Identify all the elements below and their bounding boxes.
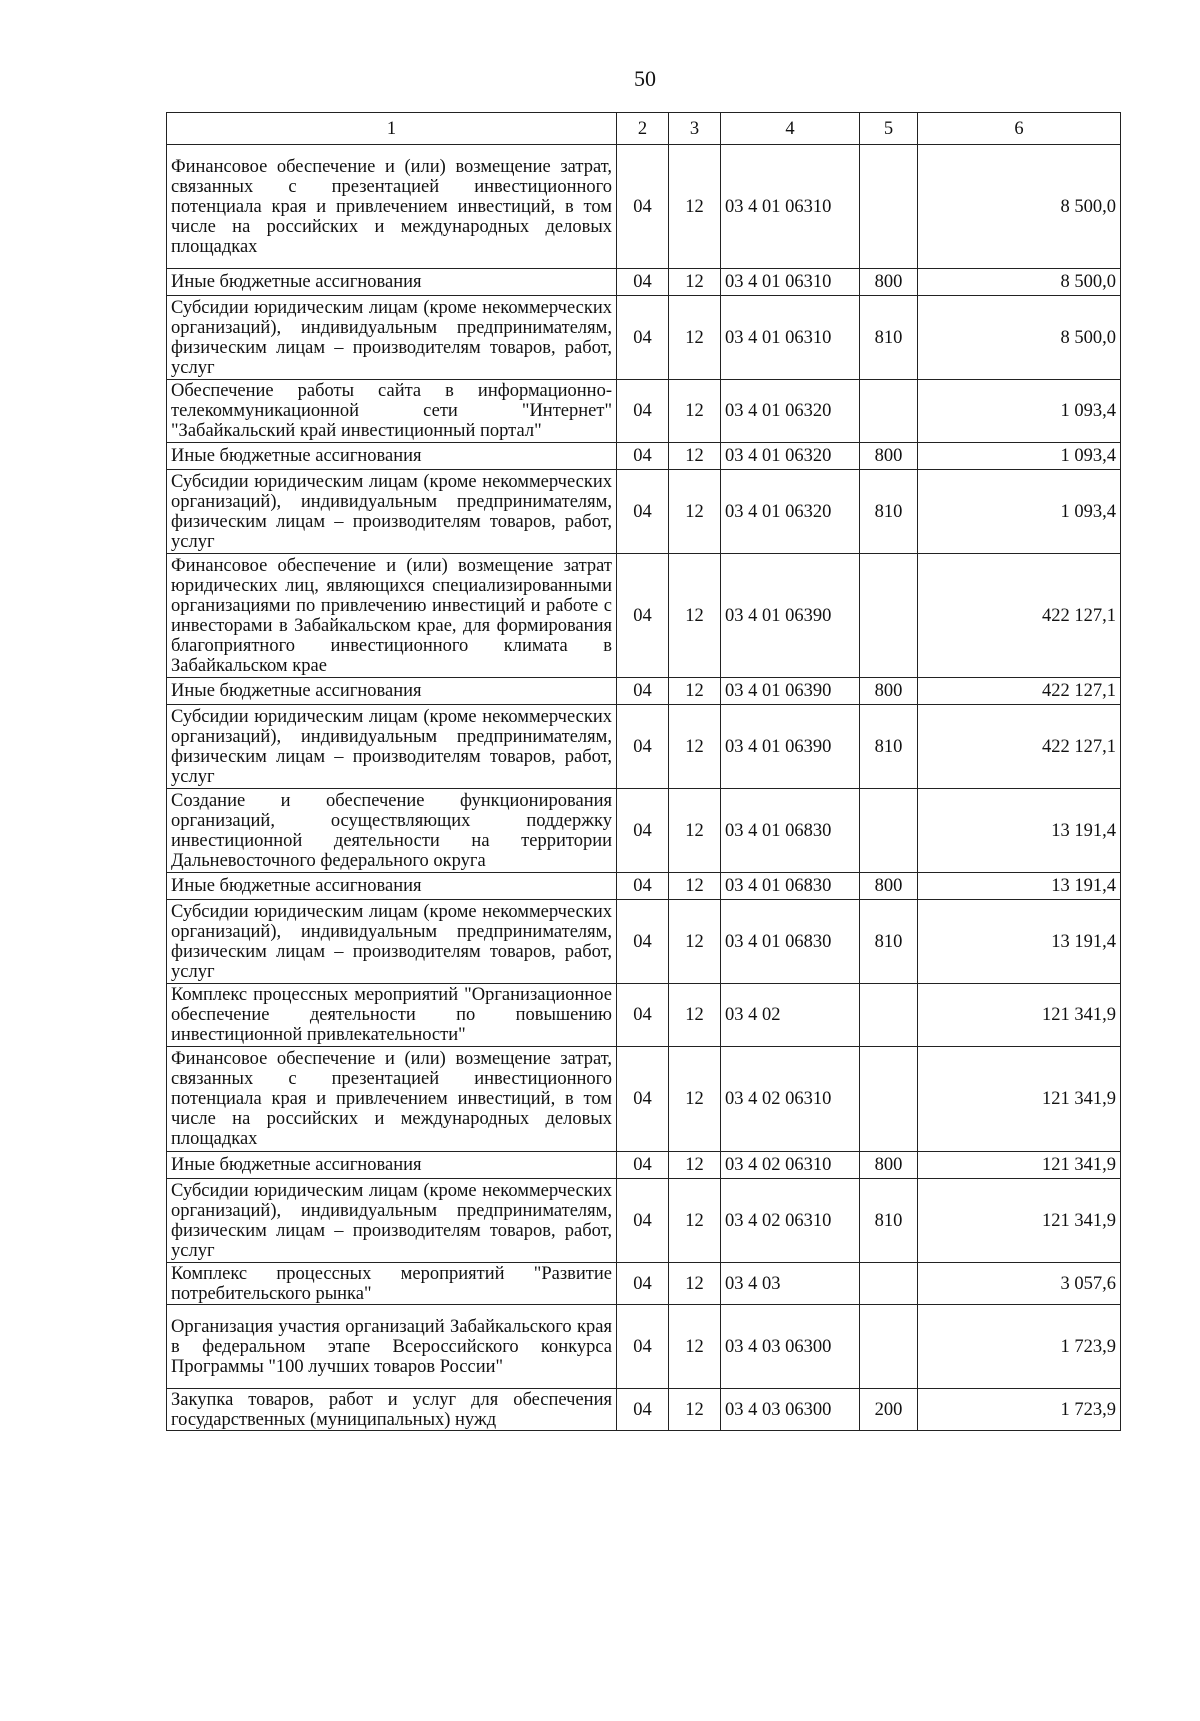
row-c2-cell: 04 [617, 470, 669, 554]
row-c4-cell: 03 4 02 06310 [721, 1179, 860, 1263]
table-row [167, 900, 1121, 984]
row-c5-cell: 800 [860, 678, 918, 705]
row-name-cell: Финансовое обеспечение и (или) возмещение затрат юридических лиц, являющихся специализированными организациями по привлечению инвестиций и работе с инвесторами в Забайкальском крае, для формирования благоприятного инвестиционного климата в Забайкальском крае [167, 554, 617, 678]
row-c5-cell: 800 [860, 873, 918, 900]
row-c2-cell: 04 [617, 1389, 669, 1431]
row-c5-cell: 810 [860, 296, 918, 380]
row-name-cell: Субсидии юридическим лицам (кроме некоммерческих организаций), индивидуальным предпринимателям, физическим лицам – производителям товаров, работ, услуг [167, 1179, 617, 1263]
row-c5-cell [860, 984, 918, 1047]
row-c6-cell: 13 191,4 [918, 789, 1121, 873]
row-c6-cell: 121 341,9 [918, 984, 1121, 1047]
row-c6-cell: 1 093,4 [918, 380, 1121, 443]
row-c3-cell: 12 [669, 789, 721, 873]
row-c2-cell: 04 [617, 269, 669, 296]
page-number: 50 [634, 66, 656, 91]
row-name-cell: Закупка товаров, работ и услуг для обеспечения государственных (муниципальных) нужд [167, 1389, 617, 1431]
row-c2-cell: 04 [617, 900, 669, 984]
column-header: 5 [860, 113, 918, 145]
table-row [167, 1047, 1121, 1152]
row-c6-cell: 8 500,0 [918, 145, 1121, 269]
table-header-row [167, 113, 1121, 145]
row-name-cell: Субсидии юридическим лицам (кроме некоммерческих организаций), индивидуальным предпринимателям, физическим лицам – производителям товаров, работ, услуг [167, 296, 617, 380]
row-c5-cell [860, 1047, 918, 1152]
row-c4-cell: 03 4 02 [721, 984, 860, 1047]
row-c5-cell: 200 [860, 1389, 918, 1431]
row-c4-cell: 03 4 01 06390 [721, 705, 860, 789]
row-c6-cell: 1 093,4 [918, 443, 1121, 470]
row-c3-cell: 12 [669, 269, 721, 296]
row-c3-cell: 12 [669, 705, 721, 789]
table-row [167, 1152, 1121, 1179]
row-c2-cell: 04 [617, 380, 669, 443]
row-c2-cell: 04 [617, 443, 669, 470]
row-c5-cell [860, 380, 918, 443]
row-c4-cell: 03 4 01 06390 [721, 678, 860, 705]
row-c4-cell: 03 4 01 06320 [721, 380, 860, 443]
row-name-cell: Обеспечение работы сайта в информационно-телекоммуникационной сети "Интернет" "Забайкальский край инвестиционный портал" [167, 380, 617, 443]
row-c3-cell: 12 [669, 873, 721, 900]
row-name-cell: Финансовое обеспечение и (или) возмещение затрат, связанных с презентацией инвестиционного потенциала края и привлечением инвестиций, в том числе на российских и международных деловых площадках [167, 1047, 617, 1152]
row-c3-cell: 12 [669, 380, 721, 443]
row-name-cell: Субсидии юридическим лицам (кроме некоммерческих организаций), индивидуальным предпринимателям, физическим лицам – производителям товаров, работ, услуг [167, 705, 617, 789]
column-header: 2 [617, 113, 669, 145]
row-c3-cell: 12 [669, 1305, 721, 1389]
row-c4-cell: 03 4 01 06390 [721, 554, 860, 678]
row-c4-cell: 03 4 02 06310 [721, 1152, 860, 1179]
row-name-cell: Иные бюджетные ассигнования [167, 873, 617, 900]
row-c4-cell: 03 4 03 [721, 1263, 860, 1305]
table-row [167, 145, 1121, 269]
row-c3-cell: 12 [669, 554, 721, 678]
row-c6-cell: 1 723,9 [918, 1389, 1121, 1431]
row-c5-cell [860, 554, 918, 678]
row-c5-cell: 810 [860, 470, 918, 554]
row-name-cell: Комплекс процессных мероприятий "Организационное обеспечение деятельности по повышению инвестиционной привлекательности" [167, 984, 617, 1047]
row-c2-cell: 04 [617, 1152, 669, 1179]
row-c3-cell: 12 [669, 1152, 721, 1179]
row-c2-cell: 04 [617, 984, 669, 1047]
row-c6-cell: 121 341,9 [918, 1152, 1121, 1179]
row-c3-cell: 12 [669, 443, 721, 470]
row-c6-cell: 121 341,9 [918, 1179, 1121, 1263]
row-c4-cell: 03 4 01 06320 [721, 470, 860, 554]
table-row [167, 1305, 1121, 1389]
row-c5-cell: 800 [860, 269, 918, 296]
row-c5-cell [860, 1305, 918, 1389]
row-c3-cell: 12 [669, 1389, 721, 1431]
row-c3-cell: 12 [669, 1179, 721, 1263]
row-name-cell: Иные бюджетные ассигнования [167, 1152, 617, 1179]
column-header: 6 [918, 113, 1121, 145]
row-c3-cell: 12 [669, 470, 721, 554]
row-c5-cell: 810 [860, 1179, 918, 1263]
table-row [167, 380, 1121, 443]
row-c3-cell: 12 [669, 678, 721, 705]
row-c2-cell: 04 [617, 789, 669, 873]
row-c4-cell: 03 4 01 06310 [721, 269, 860, 296]
table-row [167, 705, 1121, 789]
row-c5-cell [860, 789, 918, 873]
row-c3-cell: 12 [669, 1047, 721, 1152]
row-c2-cell: 04 [617, 1263, 669, 1305]
row-c4-cell: 03 4 03 06300 [721, 1305, 860, 1389]
row-c5-cell: 810 [860, 705, 918, 789]
row-c4-cell: 03 4 01 06320 [721, 443, 860, 470]
row-c3-cell: 12 [669, 984, 721, 1047]
row-c6-cell: 1 093,4 [918, 470, 1121, 554]
row-name-cell: Комплекс процессных мероприятий "Развитие потребительского рынка" [167, 1263, 617, 1305]
row-c5-cell [860, 145, 918, 269]
row-name-cell: Субсидии юридическим лицам (кроме некоммерческих организаций), индивидуальным предпринимателям, физическим лицам – производителям товаров, работ, услуг [167, 900, 617, 984]
table-row [167, 678, 1121, 705]
row-name-cell: Иные бюджетные ассигнования [167, 678, 617, 705]
table-row [167, 789, 1121, 873]
table-row [167, 296, 1121, 380]
row-c2-cell: 04 [617, 554, 669, 678]
row-c4-cell: 03 4 01 06830 [721, 789, 860, 873]
row-c5-cell: 800 [860, 443, 918, 470]
table-row [167, 1179, 1121, 1263]
row-c4-cell: 03 4 01 06310 [721, 296, 860, 380]
table-row [167, 1263, 1121, 1305]
table-row [167, 554, 1121, 678]
row-c4-cell: 03 4 01 06830 [721, 900, 860, 984]
row-c6-cell: 422 127,1 [918, 678, 1121, 705]
row-c2-cell: 04 [617, 296, 669, 380]
row-c6-cell: 121 341,9 [918, 1047, 1121, 1152]
column-header: 3 [669, 113, 721, 145]
row-c2-cell: 04 [617, 1305, 669, 1389]
column-header: 1 [167, 113, 617, 145]
row-c6-cell: 1 723,9 [918, 1305, 1121, 1389]
row-c3-cell: 12 [669, 900, 721, 984]
row-name-cell: Организация участия организаций Забайкальского края в федеральном этапе Всероссийского конкурса Программы "100 лучших товаров России" [167, 1305, 617, 1389]
row-c2-cell: 04 [617, 1047, 669, 1152]
row-c4-cell: 03 4 01 06830 [721, 873, 860, 900]
row-name-cell: Иные бюджетные ассигнования [167, 269, 617, 296]
table-row [167, 470, 1121, 554]
table-row [167, 984, 1121, 1047]
row-c6-cell: 13 191,4 [918, 900, 1121, 984]
row-name-cell: Субсидии юридическим лицам (кроме некоммерческих организаций), индивидуальным предпринимателям, физическим лицам – производителям товаров, работ, услуг [167, 470, 617, 554]
row-name-cell: Иные бюджетные ассигнования [167, 443, 617, 470]
table-row [167, 873, 1121, 900]
row-c6-cell: 422 127,1 [918, 554, 1121, 678]
row-c6-cell: 3 057,6 [918, 1263, 1121, 1305]
row-c2-cell: 04 [617, 705, 669, 789]
table-row [167, 269, 1121, 296]
row-c6-cell: 13 191,4 [918, 873, 1121, 900]
row-c4-cell: 03 4 01 06310 [721, 145, 860, 269]
row-name-cell: Создание и обеспечение функционирования организаций, осуществляющих поддержку инвестиционной деятельности на территории Дальневосточного федерального округа [167, 789, 617, 873]
table-row [167, 443, 1121, 470]
row-c2-cell: 04 [617, 678, 669, 705]
row-c6-cell: 8 500,0 [918, 269, 1121, 296]
row-c2-cell: 04 [617, 145, 669, 269]
row-c5-cell: 810 [860, 900, 918, 984]
row-c2-cell: 04 [617, 873, 669, 900]
row-c5-cell [860, 1263, 918, 1305]
row-c4-cell: 03 4 02 06310 [721, 1047, 860, 1152]
row-name-cell: Финансовое обеспечение и (или) возмещение затрат, связанных с презентацией инвестиционного потенциала края и привлечением инвестиций, в том числе на российских и международных деловых площадках [167, 145, 617, 269]
row-c2-cell: 04 [617, 1179, 669, 1263]
row-c6-cell: 422 127,1 [918, 705, 1121, 789]
column-header: 4 [721, 113, 860, 145]
row-c3-cell: 12 [669, 296, 721, 380]
budget-table [166, 112, 1121, 1431]
row-c3-cell: 12 [669, 145, 721, 269]
row-c6-cell: 8 500,0 [918, 296, 1121, 380]
row-c4-cell: 03 4 03 06300 [721, 1389, 860, 1431]
table-row [167, 1389, 1121, 1431]
row-c3-cell: 12 [669, 1263, 721, 1305]
row-c5-cell: 800 [860, 1152, 918, 1179]
